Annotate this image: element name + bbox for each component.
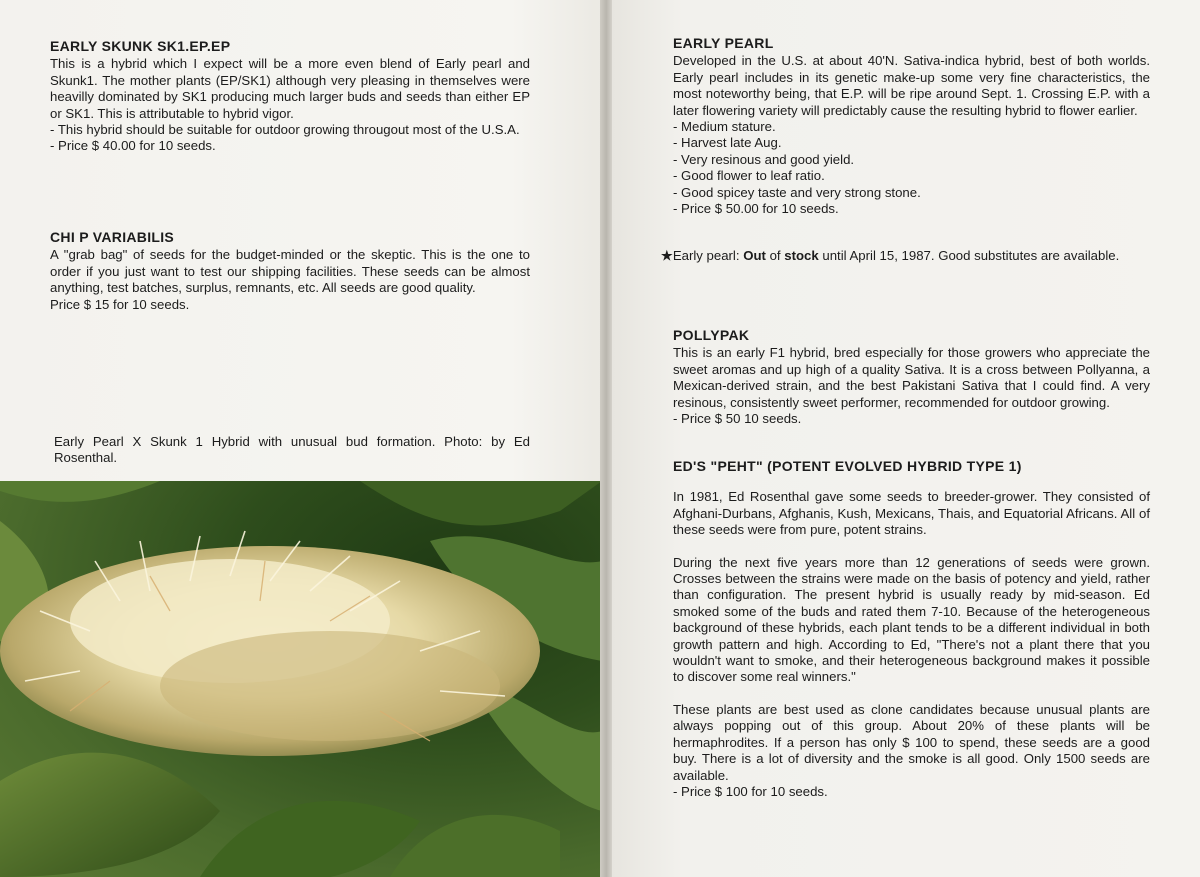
early-pearl-trait: - Very resinous and good yield. bbox=[673, 151, 855, 167]
right-page bbox=[612, 0, 1200, 877]
early-skunk-description: This is a hybrid which I expect will be a more even blend of Early pearl and Skunk1. The mother plants (EP/SK1) although very pleasing in themselves were heavilly dominated by SK1 producing much larger buds and seeds than either EP or SK1. This is attributable to hybrid vigor. bbox=[50, 56, 530, 121]
chip-variabilis-price: Price $ 15 for 10 seeds. bbox=[50, 296, 190, 312]
pollypak-section bbox=[673, 327, 1150, 427]
early-skunk-note: - This hybrid should be suitable for outdoor growing througout most of the U.S.A. bbox=[50, 122, 520, 138]
pollypak-price: - Price $ 50 10 seeds. bbox=[673, 411, 802, 427]
pollypak-description: This is an early F1 hybrid, bred especially for those growers who appreciate the sweet aromas and up high of a quality Sativa. It is a cross between Pollyanna, a Mexican-derived strain, and the best Pakistani Sativa that I could find. A very resinous, consistently sweet performer, recommended for outdoor growing. bbox=[673, 345, 1150, 410]
notice-of: of bbox=[765, 248, 785, 263]
chip-variabilis-section bbox=[50, 229, 530, 313]
stock-notice bbox=[661, 248, 1150, 264]
early-pearl-trait: - Harvest late Aug. bbox=[673, 135, 782, 151]
early-skunk-section bbox=[50, 38, 530, 155]
eds-peht-section bbox=[673, 458, 1150, 800]
early-pearl-section bbox=[673, 35, 1150, 217]
photo-caption: Early Pearl X Skunk 1 Hybrid with unusual bud formation. Photo: by Ed Rosenthal. bbox=[54, 434, 530, 466]
early-pearl-heading: EARLY PEARL bbox=[673, 35, 774, 51]
pollypak-heading: POLLYPAK bbox=[673, 327, 750, 343]
early-pearl-description: Developed in the U.S. at about 40'N. Sativa-indica hybrid, best of both worlds. Early pearl includes in its genetic make-up some very fine characteristics, the most noteworthy being, that E.P. will be ripe around Sept. 1. Crossing E.P. with a later flowering variety will predictably cause the resulting hybrid to flower earlier. bbox=[673, 53, 1150, 118]
notice-out: Out bbox=[743, 248, 766, 263]
early-pearl-price: - Price $ 50.00 for 10 seeds. bbox=[673, 201, 839, 217]
star-icon: ★ bbox=[661, 248, 673, 263]
chip-variabilis-heading: CHI P VARIABILIS bbox=[50, 229, 175, 245]
early-skunk-heading: EARLY SKUNK SK1.EP.EP bbox=[50, 38, 231, 54]
notice-lead: Early pearl: bbox=[672, 248, 744, 263]
eds-peht-heading: ED'S "PEHT" (POTENT EVOLVED HYBRID TYPE 1) bbox=[673, 458, 1022, 474]
bud-illustration bbox=[0, 481, 602, 877]
notice-rest: until April 15, 1987. Good substitutes are available. bbox=[818, 248, 1120, 263]
eds-peht-price: - Price $ 100 for 10 seeds. bbox=[673, 783, 828, 799]
eds-peht-paragraph: In 1981, Ed Rosenthal gave some seeds to breeder-grower. They consisted of Afghani-Durbans, Afghanis, Kush, Mexicans, Thais, and Equatorial Africans. All of these seeds were from pure, potent strains. bbox=[673, 489, 1150, 538]
early-skunk-price: - Price $ 40.00 for 10 seeds. bbox=[50, 138, 216, 154]
early-pearl-trait: - Medium stature. bbox=[673, 119, 776, 135]
eds-peht-paragraph: During the next five years more than 12 generations of seeds were grown. Crosses between the strains were made on the basis of potency and yield, rather than configuration. The present hybrid is usually ready by mid-season. Ed smoked some of the buds and rated them 7-10. Because of the heterogeneous background of these hybrids, each plant tends to be a different individual in both growth pattern and high. According to Ed, "There's not a plant there that you wouldn't want to smoke, and their heterogeneous background makes it possible to discover some real winners." bbox=[673, 554, 1150, 685]
early-pearl-trait: - Good spicey taste and very strong stone. bbox=[673, 184, 921, 200]
cannabis-bud-photo bbox=[0, 481, 602, 877]
early-pearl-trait: - Good flower to leaf ratio. bbox=[673, 168, 825, 184]
chip-variabilis-description: A "grab bag" of seeds for the budget-minded or the skeptic. This is the one to order if you just want to test our shipping facilities. These seeds can be almost anything, test batches, surplus, remnants, etc. All seeds are good quality. bbox=[50, 247, 530, 296]
eds-peht-paragraph: These plants are best used as clone candidates because unusual plants are always popping out of this group. About 20% of these plants will be hermaphrodites. If a person has only $ 100 to spend, these seeds are a good buy. There is a lot of diversity and the smoke is all good. Only 1500 seeds are available. bbox=[673, 701, 1150, 783]
notice-stock: stock bbox=[784, 248, 819, 263]
